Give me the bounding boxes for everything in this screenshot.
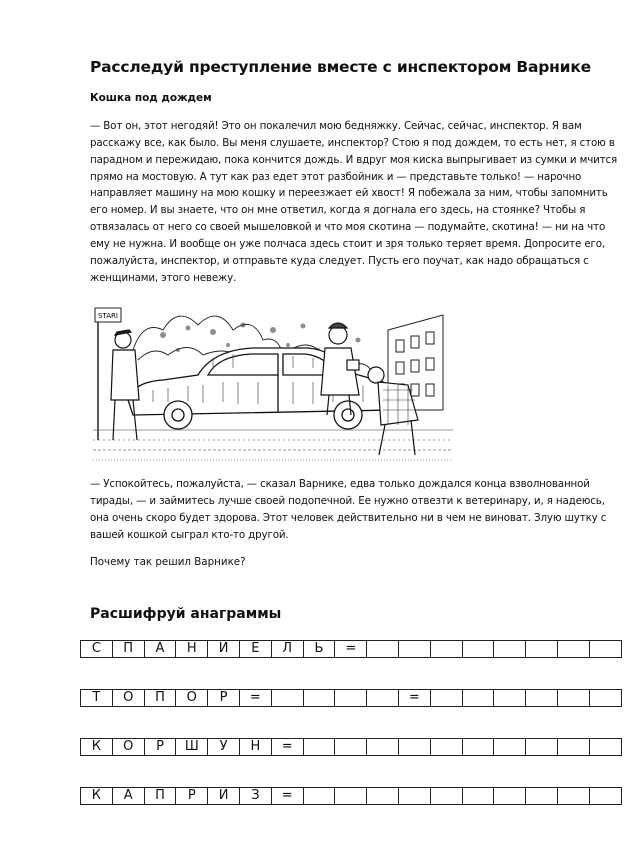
answer-cell[interactable] [272,689,304,707]
answer-cell[interactable] [304,738,336,756]
anagram-row [80,738,622,756]
answer-cell[interactable] [431,640,463,658]
equals-cell: = [240,689,272,707]
letter-cell: А [145,640,177,658]
answer-cell[interactable] [590,640,622,658]
text-line: его номер. И вы знаете, что он мне ответил, когда я догнала его здесь, на стоянке? Чтобы я [90,204,586,217]
answer-cell[interactable] [367,787,399,805]
answer-cell[interactable] [463,787,495,805]
answer-cell[interactable] [463,738,495,756]
letter-cell: Н [240,738,272,756]
text-line: отвязалась от него со своей мышеловкой и что моя скотина — подумайте, скотина! — ни на что [90,221,606,234]
text-line: ему не нужна. И вообще он уже полчаса здесь стоит и зря только теряет время. Допросите его, [90,237,606,250]
story-paragraph-1 [90,118,618,286]
answer-cell[interactable] [335,738,367,756]
text-line: прямо на мостовую. А тут как раз едет этот разбойник и — представьте только! — нарочно [90,170,582,183]
letter-cell: Ш [176,738,208,756]
story-question: Почему так решил Варнике? [90,556,246,568]
text-line: парадном и пережидаю, пока кончится дождь. И вдруг моя киска выпрыгивает из сумки и мчится [90,153,618,166]
answer-cell[interactable] [494,640,526,658]
text-line: тирады, — и займитесь лучше своей подопечной. Ее нужно отвезти к ветеринару, и, я надеюсь, [90,494,605,507]
anagram-row [80,640,622,658]
answer-cell[interactable] [526,689,558,707]
answer-cell[interactable] [558,787,590,805]
letter-cell: Н [176,640,208,658]
letter-cell: Ь [304,640,336,658]
letter-cell: П [145,689,177,707]
equals-cell: = [272,738,304,756]
text-line: — Успокойтесь, пожалуйста, — сказал Варнике, едва только дождался конца взволнованной [90,478,590,490]
parking-sign-text: STARI [98,312,118,320]
equals-cell: = [272,787,304,805]
text-line: женщинами, этого невежу. [90,271,237,284]
text-line: она очень скоро будет здорова. Этот человек действительно ни в чем не виноват. Злую шутку с [90,511,607,524]
story-paragraph-2 [90,476,607,543]
text-line: — Вот он, этот негодяй! Это он покалечил мою бедняжку. Сейчас, сейчас, инспектор. Я вам [90,120,582,132]
text-line: расскажу все, как было. Вы меня слушаете, инспектор? Стою я под дождем, то есть нет, я стою в [90,136,615,149]
answer-cell[interactable] [526,640,558,658]
letter-cell: Т [81,689,113,707]
answer-cell[interactable] [558,689,590,707]
letter-cell: Л [272,640,304,658]
answer-cell[interactable] [367,738,399,756]
letter-cell: К [81,787,113,805]
answer-cell[interactable] [431,689,463,707]
text-line: пожалуйста, инспектор, и отправьте куда следует. Пусть его поучат, как надо обращаться с [90,254,589,267]
letter-cell: П [113,640,145,658]
answer-cell[interactable] [431,787,463,805]
letter-cell: И [208,640,240,658]
answer-cell[interactable] [494,689,526,707]
letter-cell: О [113,689,145,707]
letter-cell: С [81,640,113,658]
anagram-row [80,787,622,805]
answer-cell[interactable] [526,738,558,756]
anagram-row [80,689,622,707]
answer-cell[interactable] [590,787,622,805]
answer-cell[interactable] [494,787,526,805]
answer-cell[interactable] [494,738,526,756]
answer-cell[interactable] [399,640,431,658]
answer-cell[interactable] [590,738,622,756]
letter-cell: У [208,738,240,756]
answer-cell[interactable] [367,689,399,707]
letter-cell: А [113,787,145,805]
letter-cell: К [81,738,113,756]
answer-cell[interactable] [335,787,367,805]
answer-cell[interactable] [335,689,367,707]
answer-cell[interactable] [431,738,463,756]
answer-cell[interactable] [304,689,336,707]
letter-cell: Р [145,738,177,756]
letter-cell: П [145,787,177,805]
answer-cell[interactable] [526,787,558,805]
page-title: Расследуй преступление вместе с инспектором Варнике [90,58,591,76]
answer-cell[interactable] [399,787,431,805]
letter-cell: О [176,689,208,707]
answer-cell[interactable] [463,640,495,658]
letter-cell: Р [208,689,240,707]
story-subtitle: Кошка под дождем [90,92,212,104]
equals-cell: = [335,640,367,658]
letter-cell: И [208,787,240,805]
answer-cell[interactable] [367,640,399,658]
letter-cell: О [113,738,145,756]
answer-cell[interactable] [399,738,431,756]
equals-cell: = [399,689,431,707]
story-illustration [93,290,453,465]
anagram-section-title: Расшифруй анаграммы [90,606,282,622]
answer-cell[interactable] [558,640,590,658]
answer-cell[interactable] [590,689,622,707]
letter-cell: Р [176,787,208,805]
text-line: вашей кошкой сыграл кто-то другой. [90,528,289,541]
answer-cell[interactable] [463,689,495,707]
text-line: направляет машину на мою кошку и переезжает ей хвост! Я побежала за ним, чтобы запомнить [90,187,608,200]
answer-cell[interactable] [304,787,336,805]
letter-cell: З [240,787,272,805]
letter-cell: Е [240,640,272,658]
answer-cell[interactable] [558,738,590,756]
